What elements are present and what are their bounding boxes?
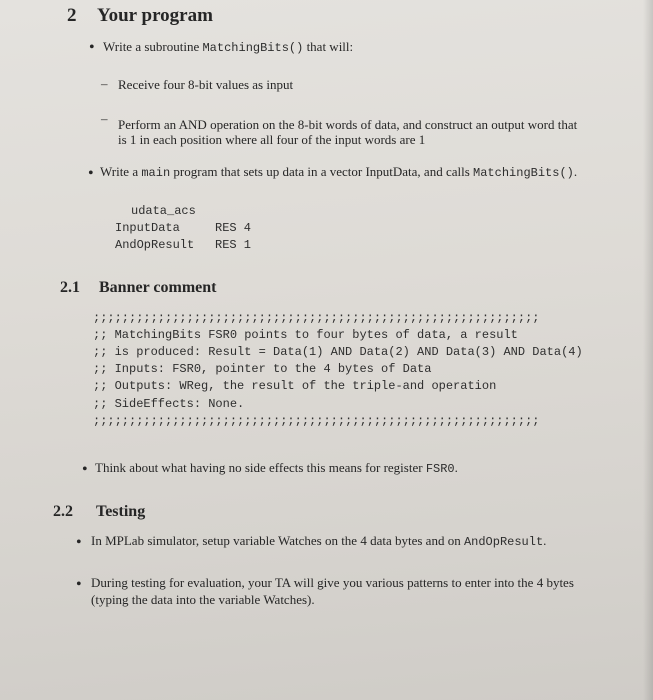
bullet-subroutine (103, 38, 353, 57)
subsection-title: Testing (96, 503, 146, 520)
subsection-title: Banner comment (99, 279, 217, 296)
code-udata: udata_acs (131, 204, 196, 218)
code-matchingbits: MatchingBits() (473, 166, 574, 180)
bullet-think (95, 459, 458, 478)
bullet-text: Write a (100, 164, 139, 179)
banner-line-3: ;; Inputs: FSR0, pointer to the 4 bytes of Data (93, 362, 432, 376)
bullet-dot: • (76, 534, 82, 551)
bullet-dot: • (88, 165, 94, 182)
bullet-text: . (573, 164, 578, 179)
bullet-text: program that sets up data in a vector InputData, and calls (173, 164, 470, 179)
code-matchingbits: MatchingBits() (202, 41, 304, 55)
bullet-dot: • (82, 461, 88, 478)
banner-line-4: ;; Outputs: WReg, the result of the triple-and operation (93, 379, 497, 393)
code-fsr0: FSR0 (425, 462, 455, 476)
bullet-text: . (454, 460, 458, 475)
code-inputdata-label: InputData (115, 221, 180, 235)
bullet-dot: • (76, 576, 82, 593)
code-andopresult: AndOpResult (463, 535, 544, 549)
banner-line-2: ;; is produced: Result = Data(1) AND Data(2) AND Data(3) AND Data(4) (93, 345, 583, 359)
code-main: main (141, 166, 171, 180)
subsection-number: 2.2 (53, 503, 73, 520)
bullet-evaluation-line2: (typing the data into the variable Watches). (91, 592, 315, 607)
subsection-number: 2.1 (60, 279, 80, 296)
bullet-text: Think about what having no side effects this means for register (95, 460, 423, 475)
sub-bullet-and-line1: Perform an AND operation on the 8-bit words of data, and construct an output word that (118, 117, 578, 132)
bullet-dot: • (89, 39, 95, 56)
bullet-text: that will: (306, 39, 354, 54)
bullet-text: Write a subroutine (103, 39, 200, 54)
section-title: Your program (97, 5, 213, 26)
sub-bullet-receive: Receive four 8-bit values as input (118, 77, 294, 92)
code-andopresult-value: RES 1 (215, 238, 252, 252)
bullet-evaluation-line1: During testing for evaluation, your TA will give you various patterns to enter into the 4 bytes (91, 575, 574, 590)
bullet-text: In MPLab simulator, setup variable Watches on the 4 data bytes and on (91, 533, 461, 548)
bullet-mplab (91, 532, 546, 551)
bullet-text: . (543, 533, 547, 548)
code-andopresult-label: AndOpResult (115, 238, 195, 252)
bullet-main-program (100, 163, 577, 182)
page-shadow (643, 0, 653, 700)
banner-rule-bottom: ;;;;;;;;;;;;;;;;;;;;;;;;;;;;;;;;;;;;;;;;;;;;;;;;;;;;;;;;;;;;;; (93, 414, 540, 428)
banner-line-1: ;; MatchingBits FSR0 points to four bytes of data, a result (93, 328, 518, 342)
sub-bullet-and-line2: is 1 in each position where all four of the input words are 1 (118, 132, 426, 147)
dash-marker: – (101, 111, 108, 126)
banner-rule-top: ;;;;;;;;;;;;;;;;;;;;;;;;;;;;;;;;;;;;;;;;;;;;;;;;;;;;;;;;;;;;;; (93, 311, 540, 325)
section-number: 2 (67, 5, 77, 26)
code-inputdata-value: RES 4 (215, 221, 252, 235)
banner-line-5: ;; SideEffects: None. (93, 397, 245, 411)
dash-marker: – (101, 76, 108, 91)
